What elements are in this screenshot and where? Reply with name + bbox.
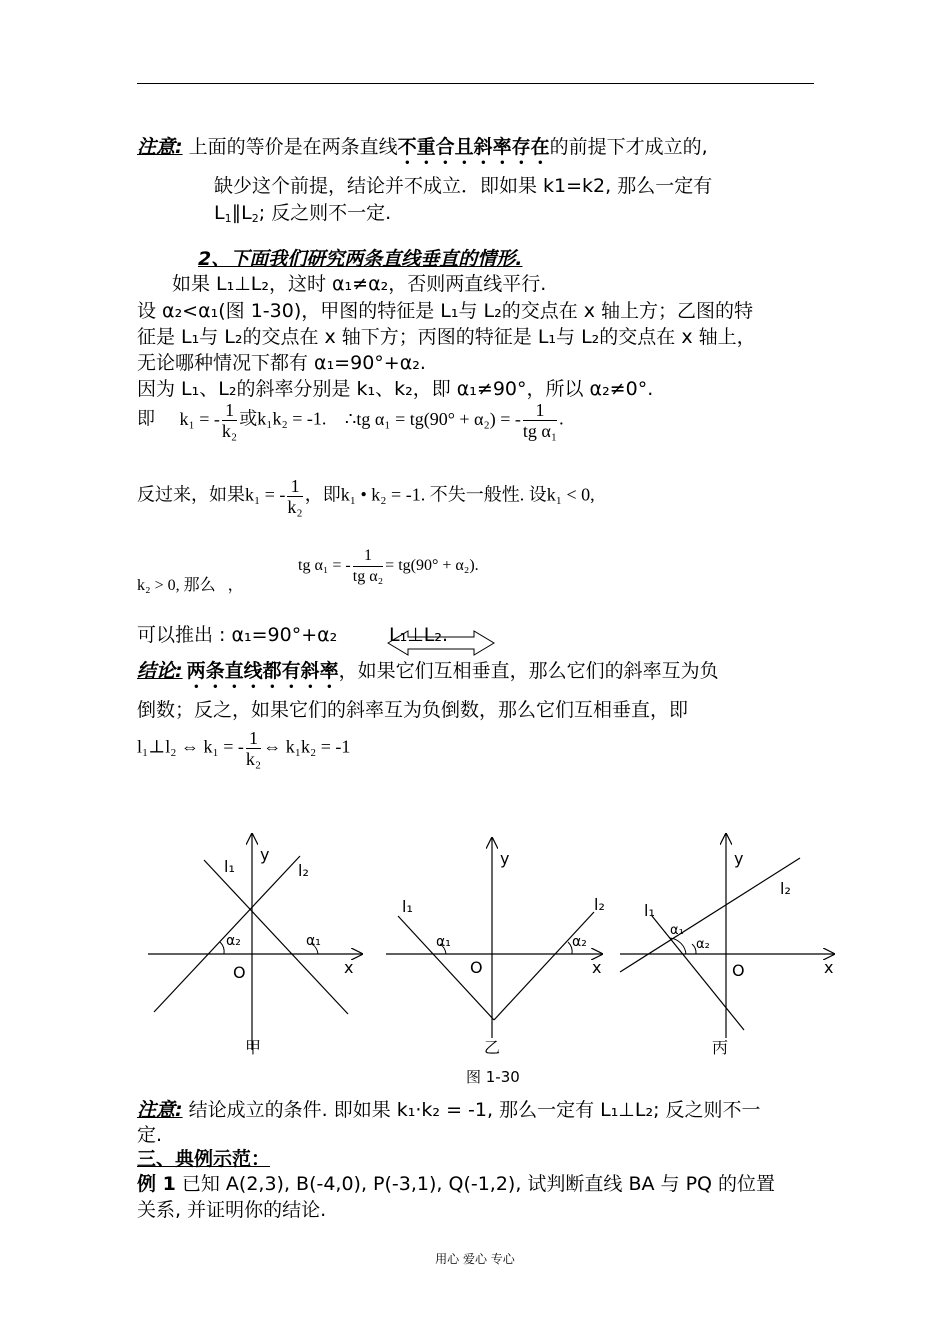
- yi-o-label: O: [470, 958, 483, 977]
- eq-ji: 即: [137, 408, 155, 430]
- eq-or: 或k₁k₂ = -1.: [239, 408, 327, 429]
- yi-x-label: x: [592, 958, 602, 977]
- panel-jia: [148, 834, 362, 1057]
- note1-text-a: 上面的等价是在两条直线: [182, 136, 398, 158]
- bing-o-label: O: [732, 961, 745, 980]
- note2-line2: 定.: [137, 1124, 163, 1146]
- eq-tg-row: [298, 546, 479, 587]
- yi-l2-label: l₂: [594, 895, 605, 914]
- yi-l1-label: l₁: [402, 897, 413, 916]
- note1-emphasis: 不重合且斜率存在: [397, 136, 550, 158]
- bing-l2-label: l₂: [780, 879, 791, 898]
- bing-l1: [652, 916, 744, 1030]
- conclusion-line1: [137, 658, 719, 693]
- formula-a: l₁⊥l₂ ⇔ k₁ = -: [137, 736, 244, 757]
- bing-a2-label: α₂: [696, 937, 710, 952]
- perp-text: L₁⊥L₂.: [389, 624, 448, 646]
- jia-l1-label: l₁: [224, 857, 235, 876]
- frac-num: 1: [222, 400, 237, 421]
- jia-panel-label: 甲: [245, 1038, 262, 1057]
- panel-yi: [386, 838, 605, 1057]
- note2-line1: [137, 1097, 761, 1123]
- page-footer: 用心 爱心 专心: [435, 1252, 515, 1266]
- note1-l3a: L: [214, 202, 225, 224]
- eq-ji2: ，即k₁ • k₂ = -1. 不失一般性. 设k₁ < 0,: [304, 484, 595, 505]
- example1-line2: 关系, 并证明你的结论.: [137, 1199, 327, 1221]
- note1-l3c: ; 反之则不一定.: [258, 202, 392, 224]
- frac-den: k₂: [287, 497, 303, 517]
- eq-frac-5: [246, 728, 261, 769]
- eq-frac-4: [353, 546, 383, 587]
- jia-arc-a2: [220, 942, 224, 954]
- eq-k1: k₁ = -: [179, 408, 220, 429]
- eq-fanguolai: 反过来，如果k₁ = -: [137, 484, 286, 505]
- frac-num: 1: [353, 546, 383, 567]
- frac-num: 1: [246, 728, 261, 749]
- section2-p1: 如果 L₁⊥L₂，这时 α₁≠α₂，否则两直线平行.: [172, 273, 547, 295]
- note2-text1: 结论成立的条件. 即如果 k₁·k₂ = -1, 那么一定有 L₁⊥L₂; 反之则不一: [182, 1099, 761, 1121]
- section3-heading: 三、典例示范：: [137, 1148, 271, 1170]
- eq-therefore: ∴tg α₁ = tg(90° + α₂) = -: [344, 408, 521, 429]
- header-rule: [137, 83, 814, 84]
- frac-den: k₂: [245, 749, 262, 769]
- note1-line2: 缺少这个前提，结论并不成立．即如果 k1=k2, 那么一定有: [214, 175, 713, 197]
- bing-x-label: x: [824, 958, 834, 977]
- eq-frac-3: [287, 476, 302, 517]
- conclusion-emphasis: 两条直线都有斜率: [186, 660, 339, 682]
- note2-label: 注意:: [137, 1099, 183, 1121]
- section2-p5: 因为 L₁、L₂的斜率分别是 k₁、k₂，即 α₁≠90°，所以 α₂≠0°.: [137, 378, 654, 400]
- equation-row-1: [137, 400, 564, 441]
- bing-y-label: y: [734, 849, 744, 868]
- frac-num: 1: [287, 476, 302, 497]
- eq-comma: ，: [227, 577, 244, 594]
- eq-tg-tail: = tg(90° + α₂).: [385, 557, 479, 575]
- bing-panel-label: 丙: [712, 1038, 729, 1057]
- yi-y-label: y: [500, 849, 510, 868]
- eq-frac-2: [523, 400, 557, 441]
- example1-line1: [137, 1171, 775, 1197]
- yi-panel-label: 乙: [484, 1038, 501, 1057]
- note1-text-b: 的前提下才成立的,: [549, 136, 708, 158]
- frac-den: tg α₂: [352, 568, 384, 585]
- note1-line1: [137, 134, 708, 169]
- bing-l1-label: l₁: [644, 901, 655, 920]
- equation-row-2: [137, 476, 595, 517]
- eq-k2-pos-text: k₂ > 0, 那么: [137, 577, 216, 594]
- eq-tga1: tg α₁ = -: [298, 557, 351, 575]
- jia-l2-label: l₂: [298, 861, 309, 880]
- panel-bing: [620, 834, 834, 1057]
- figure-caption: 图 1-30: [466, 1068, 520, 1086]
- conclusion-formula: [137, 728, 350, 769]
- conclusion-text1: ，如果它们互相垂直，那么它们的斜率互为负: [338, 660, 719, 682]
- jia-y-label: y: [260, 845, 270, 864]
- yi-a1-label: α₁: [436, 934, 451, 950]
- eq-frac-1: [222, 400, 237, 441]
- frac-den: k₂: [221, 421, 238, 441]
- yi-a2-label: α₂: [572, 934, 587, 950]
- yi-l2: [494, 912, 594, 1020]
- example1-label: 例 1: [137, 1173, 176, 1195]
- section2-heading: 2、下面我们研究两条直线垂直的情形.: [198, 248, 523, 270]
- conclusion-label: 结论:: [137, 660, 183, 682]
- note1-l3-sub2: 2: [251, 212, 259, 225]
- frac-num: 1: [523, 400, 557, 421]
- section2-p4: 无论哪种情况下都有 α₁=90°+α₂.: [137, 352, 426, 374]
- note1-l3-sub1: 1: [224, 212, 232, 225]
- figure-1-30: [140, 820, 840, 1090]
- section2-p2: 设 α₂<α₁(图 1-30)，甲图的特征是 L₁与 L₂的交点在 x 轴上方；乙图的特: [137, 300, 754, 322]
- conclusion-line2: 倒数；反之，如果它们的斜率互为负倒数，那么它们互相垂直，即: [137, 699, 689, 721]
- note1-label: 注意:: [137, 136, 183, 158]
- formula-b: ⇔ k₁k₂ = -1: [263, 736, 351, 757]
- frac-den: tg α₁: [522, 421, 558, 441]
- note1-line3: [214, 200, 391, 226]
- eq-period: .: [559, 408, 564, 429]
- section2-p3: 征是 L₁与 L₂的交点在 x 轴下方；丙图的特征是 L₁与 L₂的交点在 x 轴上，: [137, 326, 756, 348]
- bing-a1-label: α₁: [670, 923, 684, 938]
- jia-o-label: O: [233, 963, 246, 982]
- note1-l3b: ∥L: [231, 202, 252, 224]
- jia-a2-label: α₂: [226, 933, 241, 949]
- example1-text1: 已知 A(2,3), B(-4,0), P(-3,1), Q(-1,2), 试判断直线 BA 与 PQ 的位置: [175, 1173, 776, 1195]
- jia-a1-label: α₁: [306, 933, 321, 949]
- jia-x-label: x: [344, 958, 354, 977]
- eq-k2-pos: [137, 572, 244, 595]
- tuichu-line: 可以推出 : α₁=90°+α₂: [137, 624, 338, 646]
